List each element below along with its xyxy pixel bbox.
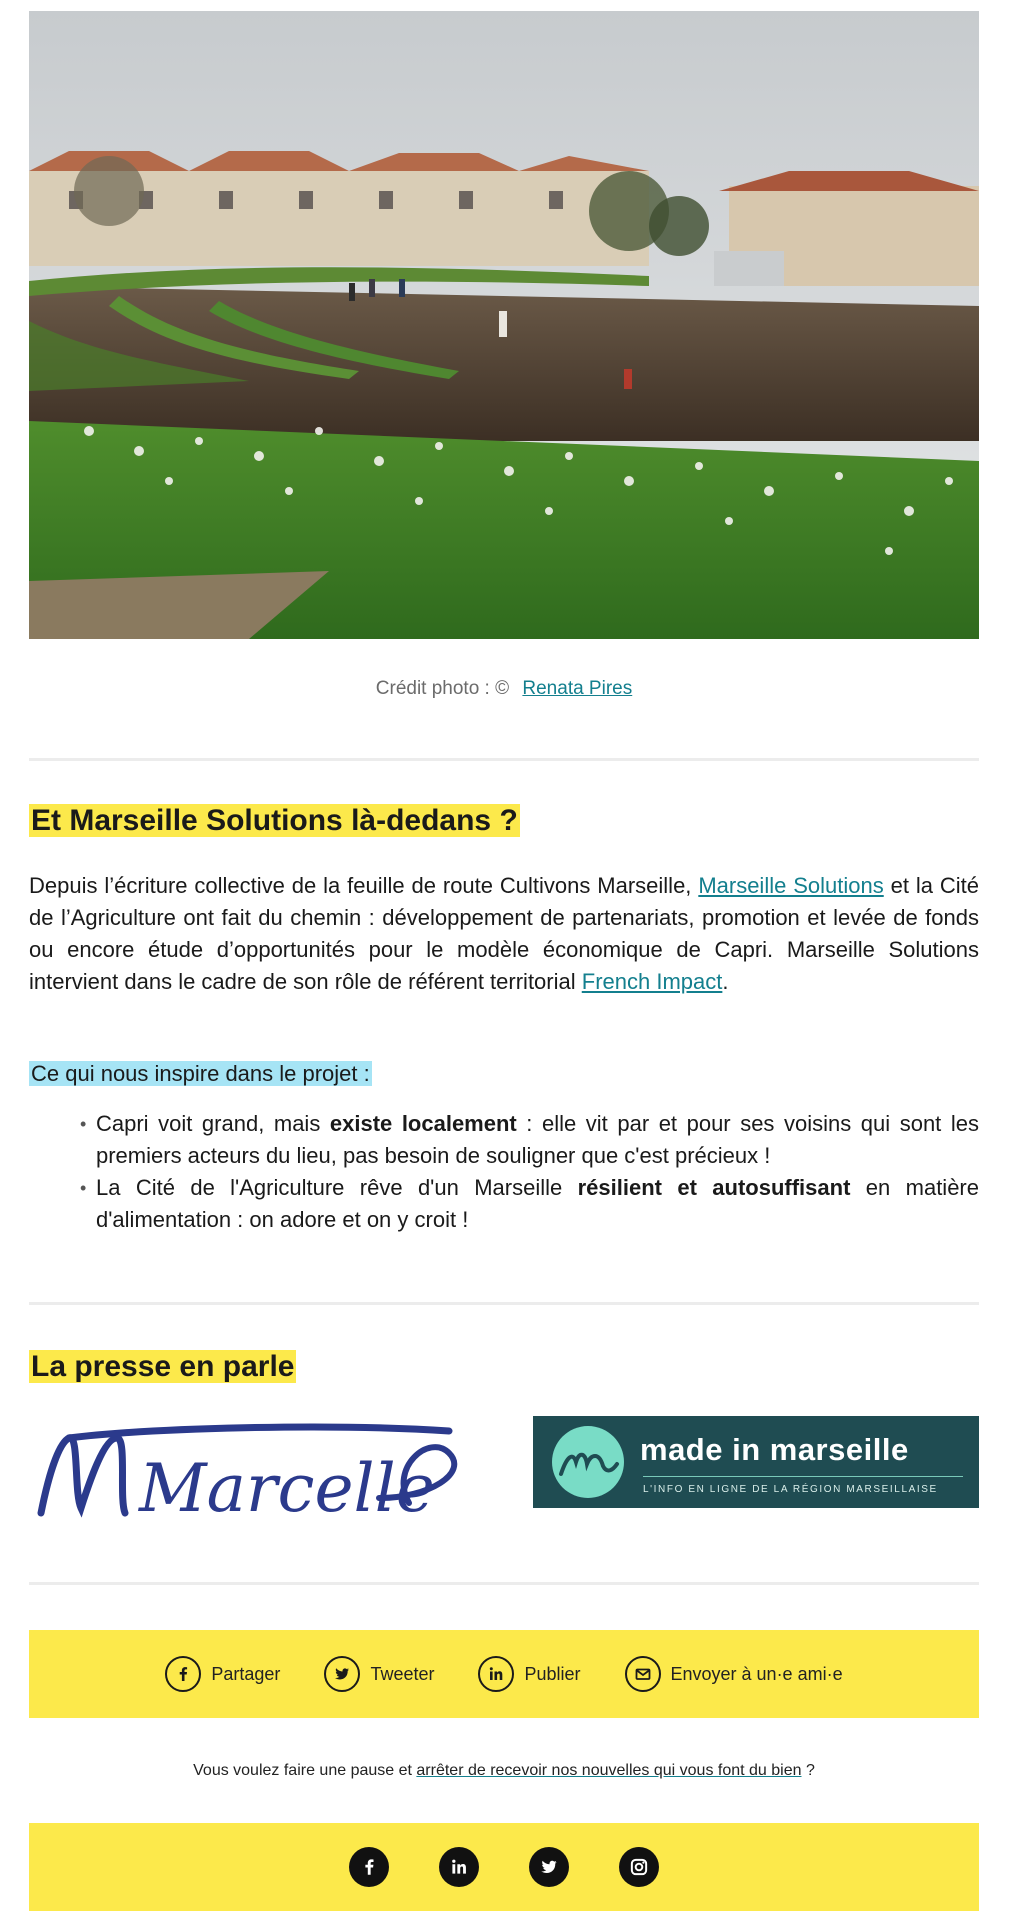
made-in-marseille-rule	[643, 1476, 963, 1477]
list-item	[80, 1108, 979, 1172]
share-facebook-label: Partager	[211, 1663, 281, 1684]
share-twitter-button[interactable]	[324, 1656, 434, 1692]
intro-paragraph	[29, 870, 979, 998]
made-in-marseille-title: made in marseille	[640, 1432, 909, 1467]
paragraph-text-3: .	[722, 969, 729, 994]
photo-credit	[29, 678, 979, 700]
made-in-marseille-logo-link[interactable]	[533, 1416, 979, 1508]
share-bar	[29, 1630, 979, 1718]
list-item	[80, 1172, 979, 1236]
bullet-dot: •	[80, 1178, 87, 1198]
share-email-label: Envoyer à un·e ami·e	[670, 1663, 843, 1684]
section-title-text: La presse en parle	[31, 1350, 295, 1383]
bullet-dot: •	[80, 1114, 87, 1134]
paragraph-text-2: et la Cité de l’Agriculture ont fait du chemin : développement de partenariats, promotion et levée de fonds ou encore étude d’opportunités pour le modèle économique de Capri. Marseille Solutions intervient dans le cadre de son rôle de référent territorial	[29, 873, 979, 994]
marcelle-logo-text: Marcelle	[139, 1450, 435, 1525]
divider	[29, 758, 979, 761]
share-linkedin-button[interactable]	[478, 1656, 580, 1692]
press-logos	[29, 1413, 979, 1525]
twitter-icon[interactable]	[529, 1847, 569, 1887]
section-title-press	[29, 1347, 979, 1387]
section-title-text: Et Marseille Solutions là-dedans ?	[31, 804, 518, 837]
marseille-solutions-link[interactable]: Marseille Solutions	[698, 873, 884, 898]
french-impact-link[interactable]: French Impact	[581, 969, 723, 994]
bullet-bold-text: résilient et autosuffisant	[577, 1175, 851, 1200]
unsubscribe-line	[29, 1762, 979, 1780]
email-icon	[625, 1656, 661, 1692]
inspire-list	[29, 1108, 979, 1236]
marcelle-logo-link[interactable]	[29, 1413, 475, 1525]
bullet-text: en matière d'alimentation : on adore et on y croit !	[96, 1175, 979, 1232]
section-title-marseille-solutions	[29, 801, 979, 841]
social-footer	[29, 1823, 979, 1911]
made-in-marseille-subtitle: L'INFO EN LIGNE DE LA RÉGION MARSEILLAISE	[643, 1484, 938, 1495]
linkedin-icon[interactable]	[439, 1847, 479, 1887]
credit-author-link[interactable]: Renata Pires	[522, 678, 633, 699]
marcelle-logo	[29, 1413, 475, 1525]
hero-photo	[29, 11, 979, 639]
made-in-marseille-emblem-icon	[543, 1416, 633, 1508]
bullet-text: Capri voit grand, mais	[96, 1111, 330, 1136]
share-twitter-label: Tweeter	[370, 1663, 435, 1684]
linkedin-icon	[478, 1656, 514, 1692]
divider	[29, 1302, 979, 1305]
unsubscribe-link[interactable]: arrêter de recevoir nos nouvelles qui vous font du bien	[416, 1762, 802, 1779]
facebook-icon[interactable]	[349, 1847, 389, 1887]
share-email-button[interactable]	[625, 1656, 843, 1692]
twitter-icon	[324, 1656, 360, 1692]
instagram-icon[interactable]	[619, 1847, 659, 1887]
share-linkedin-label: Publier	[524, 1663, 581, 1684]
bullet-text: : elle vit par et pour ses voisins qui sont les premiers acteurs du lieu, pas besoin de souligner que c'est précieux !	[96, 1111, 979, 1168]
inspire-text: Ce qui nous inspire dans le projet :	[31, 1061, 370, 1086]
divider	[29, 1582, 979, 1585]
inspire-heading	[29, 1058, 979, 1090]
unsubscribe-suffix: ?	[801, 1762, 815, 1779]
credit-label: Crédit photo : ©	[375, 678, 510, 699]
bullet-text: La Cité de l'Agriculture rêve d'un Marseille	[96, 1175, 578, 1200]
facebook-icon	[165, 1656, 201, 1692]
share-facebook-button[interactable]	[165, 1656, 280, 1692]
unsubscribe-prefix: Vous voulez faire une pause et	[193, 1762, 417, 1779]
bullet-bold-text: existe localement	[329, 1111, 517, 1136]
paragraph-text-1: Depuis l’écriture collective de la feuille de route Cultivons Marseille,	[29, 873, 699, 898]
field-illustration	[29, 11, 979, 639]
